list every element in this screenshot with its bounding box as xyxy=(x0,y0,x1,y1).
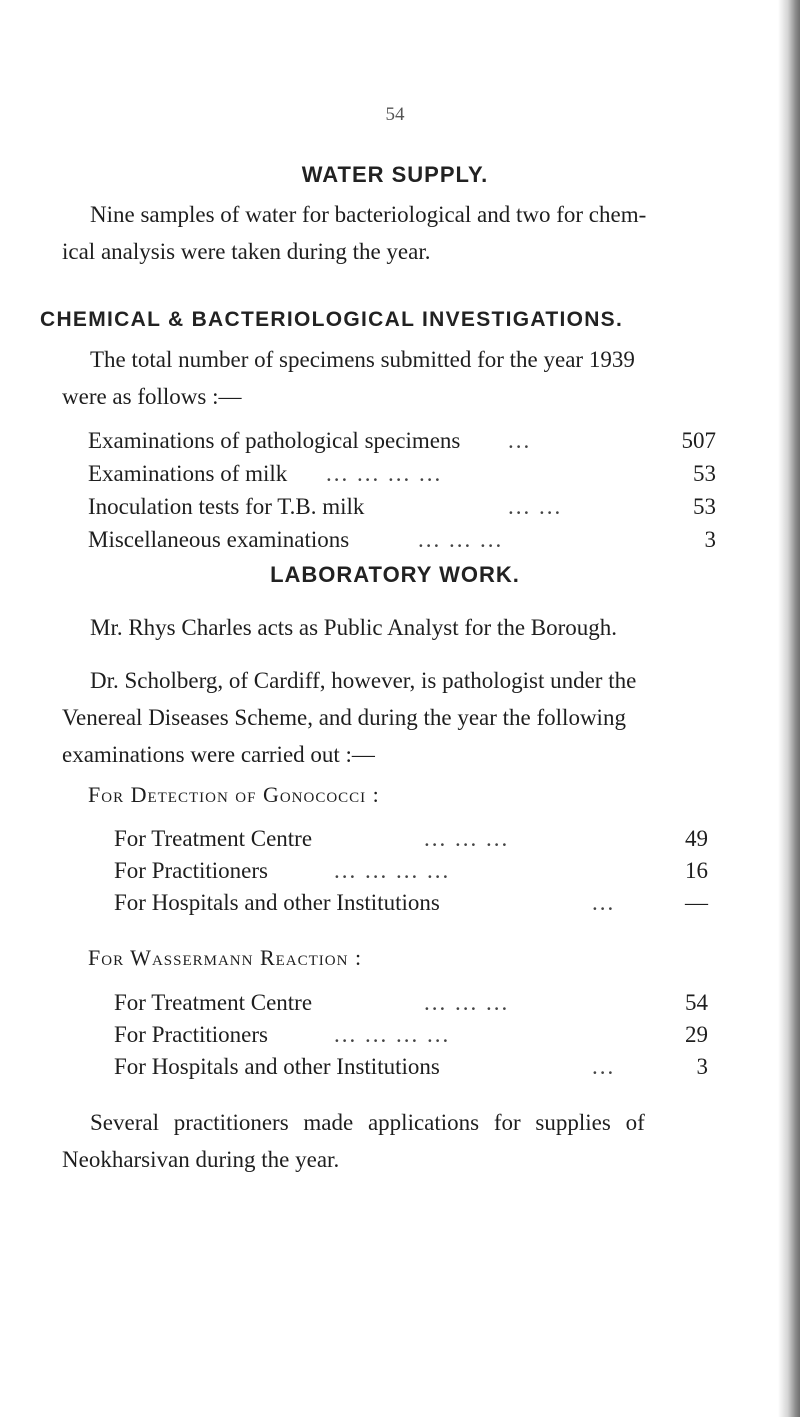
scheme-line-1: Dr. Scholberg, of Cardiff, however, is pathologist under the xyxy=(90,668,637,693)
table-row xyxy=(88,428,738,458)
chemical-heading: CHEMICAL & BACTERIOLOGICAL INVESTIGATIONS. xyxy=(40,308,624,331)
analyst-paragraph xyxy=(62,609,782,646)
row-leader: ... xyxy=(508,428,532,453)
row-leader: ... xyxy=(592,1054,616,1079)
row-leader: ... ... ... xyxy=(424,990,510,1015)
row-value: 49 xyxy=(685,826,708,851)
closing-line-2: Neokharsivan during the year. xyxy=(62,1147,340,1172)
table-row xyxy=(114,1054,764,1084)
row-label: For Treatment Centre xyxy=(114,990,313,1015)
laboratory-heading: LABORATORY WORK. xyxy=(270,562,520,587)
row-leader: ... ... ... ... xyxy=(326,461,443,486)
row-label: Inoculation tests for T.B. milk xyxy=(88,494,365,519)
row-label: Miscellaneous examinations xyxy=(88,527,350,552)
row-leader: ... ... ... ... xyxy=(334,1022,451,1047)
chemical-paragraph xyxy=(62,341,782,415)
chemical-line-2: were as follows :— xyxy=(62,384,242,409)
row-value: — xyxy=(685,890,708,915)
scheme-line-2: Venereal Diseases Scheme, and during the year the following xyxy=(62,705,626,730)
row-value: 3 xyxy=(696,1054,708,1079)
analyst-line: Mr. Rhys Charles acts as Public Analyst for the Borough. xyxy=(90,615,618,640)
row-leader: ... ... ... xyxy=(418,527,504,552)
gonococci-heading: For Detection of Gonococci : xyxy=(88,782,380,807)
row-label: For Hospitals and other Institutions xyxy=(114,1054,440,1079)
row-label: For Hospitals and other Institutions xyxy=(114,890,440,915)
closing-line-1: Several practitioners made applications for supplies of xyxy=(90,1110,645,1135)
page-number: 54 xyxy=(385,104,405,125)
row-value: 507 xyxy=(681,428,716,453)
row-label: For Practitioners xyxy=(114,1022,268,1047)
chemical-line-1: The total number of specimens submitted for the year 1939 xyxy=(90,347,635,372)
table-row xyxy=(88,527,738,557)
row-value: 16 xyxy=(685,858,708,883)
table-row xyxy=(88,461,738,491)
table-row xyxy=(114,990,764,1020)
row-label: Examinations of milk xyxy=(88,461,288,486)
table-row xyxy=(114,890,764,920)
row-leader: ... ... ... xyxy=(424,826,510,851)
row-value: 53 xyxy=(693,494,716,519)
table-row xyxy=(114,1022,764,1052)
row-value: 54 xyxy=(685,990,708,1015)
row-label: For Practitioners xyxy=(114,858,268,883)
scheme-line-3: examinations were carried out :— xyxy=(62,742,375,767)
water-supply-line-1: Nine samples of water for bacteriological and two for chem- xyxy=(90,202,647,227)
table-row xyxy=(114,858,764,888)
row-value: 53 xyxy=(693,461,716,486)
row-value: 29 xyxy=(685,1022,708,1047)
closing-paragraph xyxy=(62,1104,790,1178)
water-supply-heading: WATER SUPPLY. xyxy=(301,162,489,187)
table-row xyxy=(114,826,764,856)
row-leader: ... xyxy=(592,890,616,915)
wassermann-heading: For Wassermann Reaction : xyxy=(88,945,363,970)
row-label: Examinations of pathological specimens xyxy=(88,428,461,453)
water-supply-paragraph xyxy=(62,196,782,270)
row-label: For Treatment Centre xyxy=(114,826,313,851)
row-leader: ... ... ... ... xyxy=(334,858,451,883)
row-value: 3 xyxy=(704,527,716,552)
water-supply-line-2: ical analysis were taken during the year. xyxy=(62,239,431,264)
row-leader: ... ... xyxy=(508,494,563,519)
table-row xyxy=(88,494,738,524)
scheme-paragraph xyxy=(62,662,782,773)
